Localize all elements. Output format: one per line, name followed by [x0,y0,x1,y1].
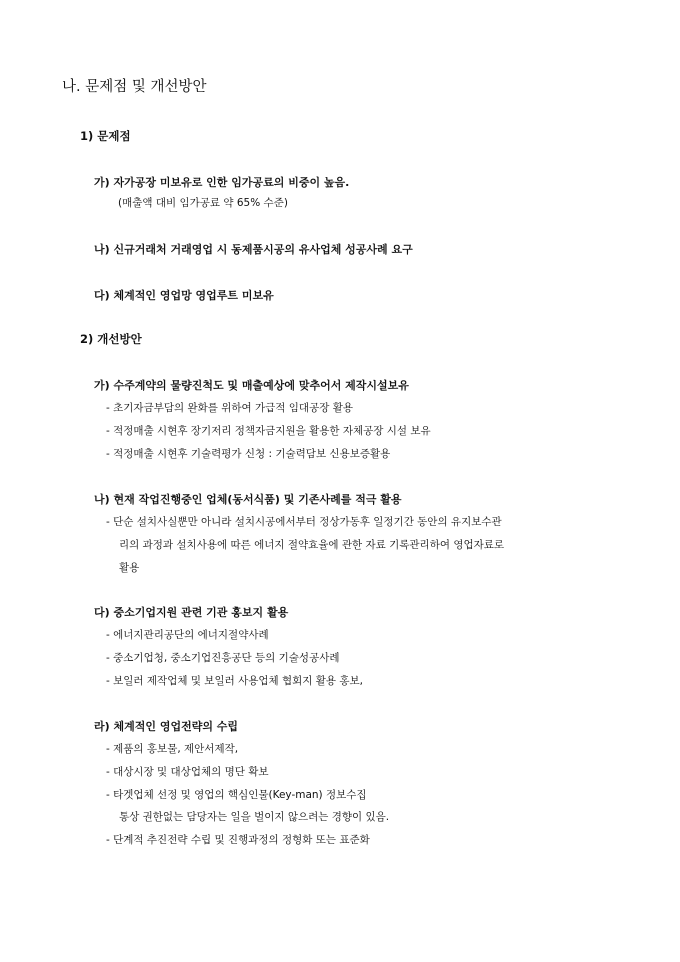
improvement-na-paragraph-line-2: 리의 과정과 설치사용에 따른 에너지 절약효율에 관한 자료 기록관리하여 영업자료로 [119,539,505,551]
problem-item-na: 나) 신규거래처 거래영업 시 동제품시공의 유사업체 성공사례 요구 [94,243,413,256]
improvement-ra-bullet-1: - 제품의 홍보물, 제안서제작, [106,744,238,755]
improvements-heading: 2) 개선방안 [80,332,142,346]
improvement-item-na: 나) 현재 작업진행중인 업체(동서식품) 및 기존사례를 적극 활용 [94,493,402,506]
improvement-ga-bullet-1: - 초기자금부담의 완화를 위하여 가급적 임대공장 활용 [106,403,353,414]
improvement-da-bullet-3: - 보일러 제작업체 및 보일러 사용업체 협회지 활용 홍보, [106,676,363,687]
problems-heading: 1) 문제점 [80,129,131,143]
improvement-item-ra: 라) 체계적인 영업전략의 수립 [94,720,239,733]
improvement-ra-bullet-3-continuation: 통상 권한없는 담당자는 일을 벌이지 않으려는 경향이 있음. [119,811,390,823]
improvement-item-ga: 가) 수주계약의 물량진척도 및 매출예상에 맞추어서 제작시설보유 [94,379,409,392]
improvement-item-da: 다) 중소기업지원 관련 기관 홍보지 활용 [94,606,289,619]
problem-item-ga: 가) 자가공장 미보유로 인한 임가공료의 비중이 높음. [94,176,350,189]
improvement-ra-bullet-4: - 단계적 추진전략 수립 및 진행과정의 정형화 또는 표준화 [106,835,370,846]
improvement-ga-bullet-3: - 적정매출 시현후 기술력평가 신청 : 기술력담보 신용보증활용 [106,449,390,460]
improvement-da-bullet-1: - 에너지관리공단의 에너지절약사례 [106,630,269,641]
improvement-na-paragraph-line-1: - 단순 설치사실뿐만 아니라 설치시공에서부터 정상가동후 일정기간 동안의 유지보수관 [106,517,502,528]
section-title: 나. 문제점 및 개선방안 [62,79,207,95]
improvement-ra-bullet-3: - 타겟업체 선정 및 영업의 핵심인물(Key-man) 정보수집 [106,790,367,801]
improvement-da-bullet-2: - 중소기업청, 중소기업진흥공단 등의 기술성공사례 [106,653,340,664]
problem-item-da: 다) 체계적인 영업망 영업루트 미보유 [94,289,274,302]
improvement-na-paragraph-line-3: 활용 [119,562,140,574]
improvement-ga-bullet-2: - 적정매출 시현후 장기저리 정책자금지원을 활용한 자체공장 시설 보유 [106,426,431,437]
problem-item-ga-note: (매출액 대비 임가공료 약 65% 수준) [118,197,288,209]
improvement-ra-bullet-2: - 대상시장 및 대상업체의 명단 확보 [106,767,269,778]
